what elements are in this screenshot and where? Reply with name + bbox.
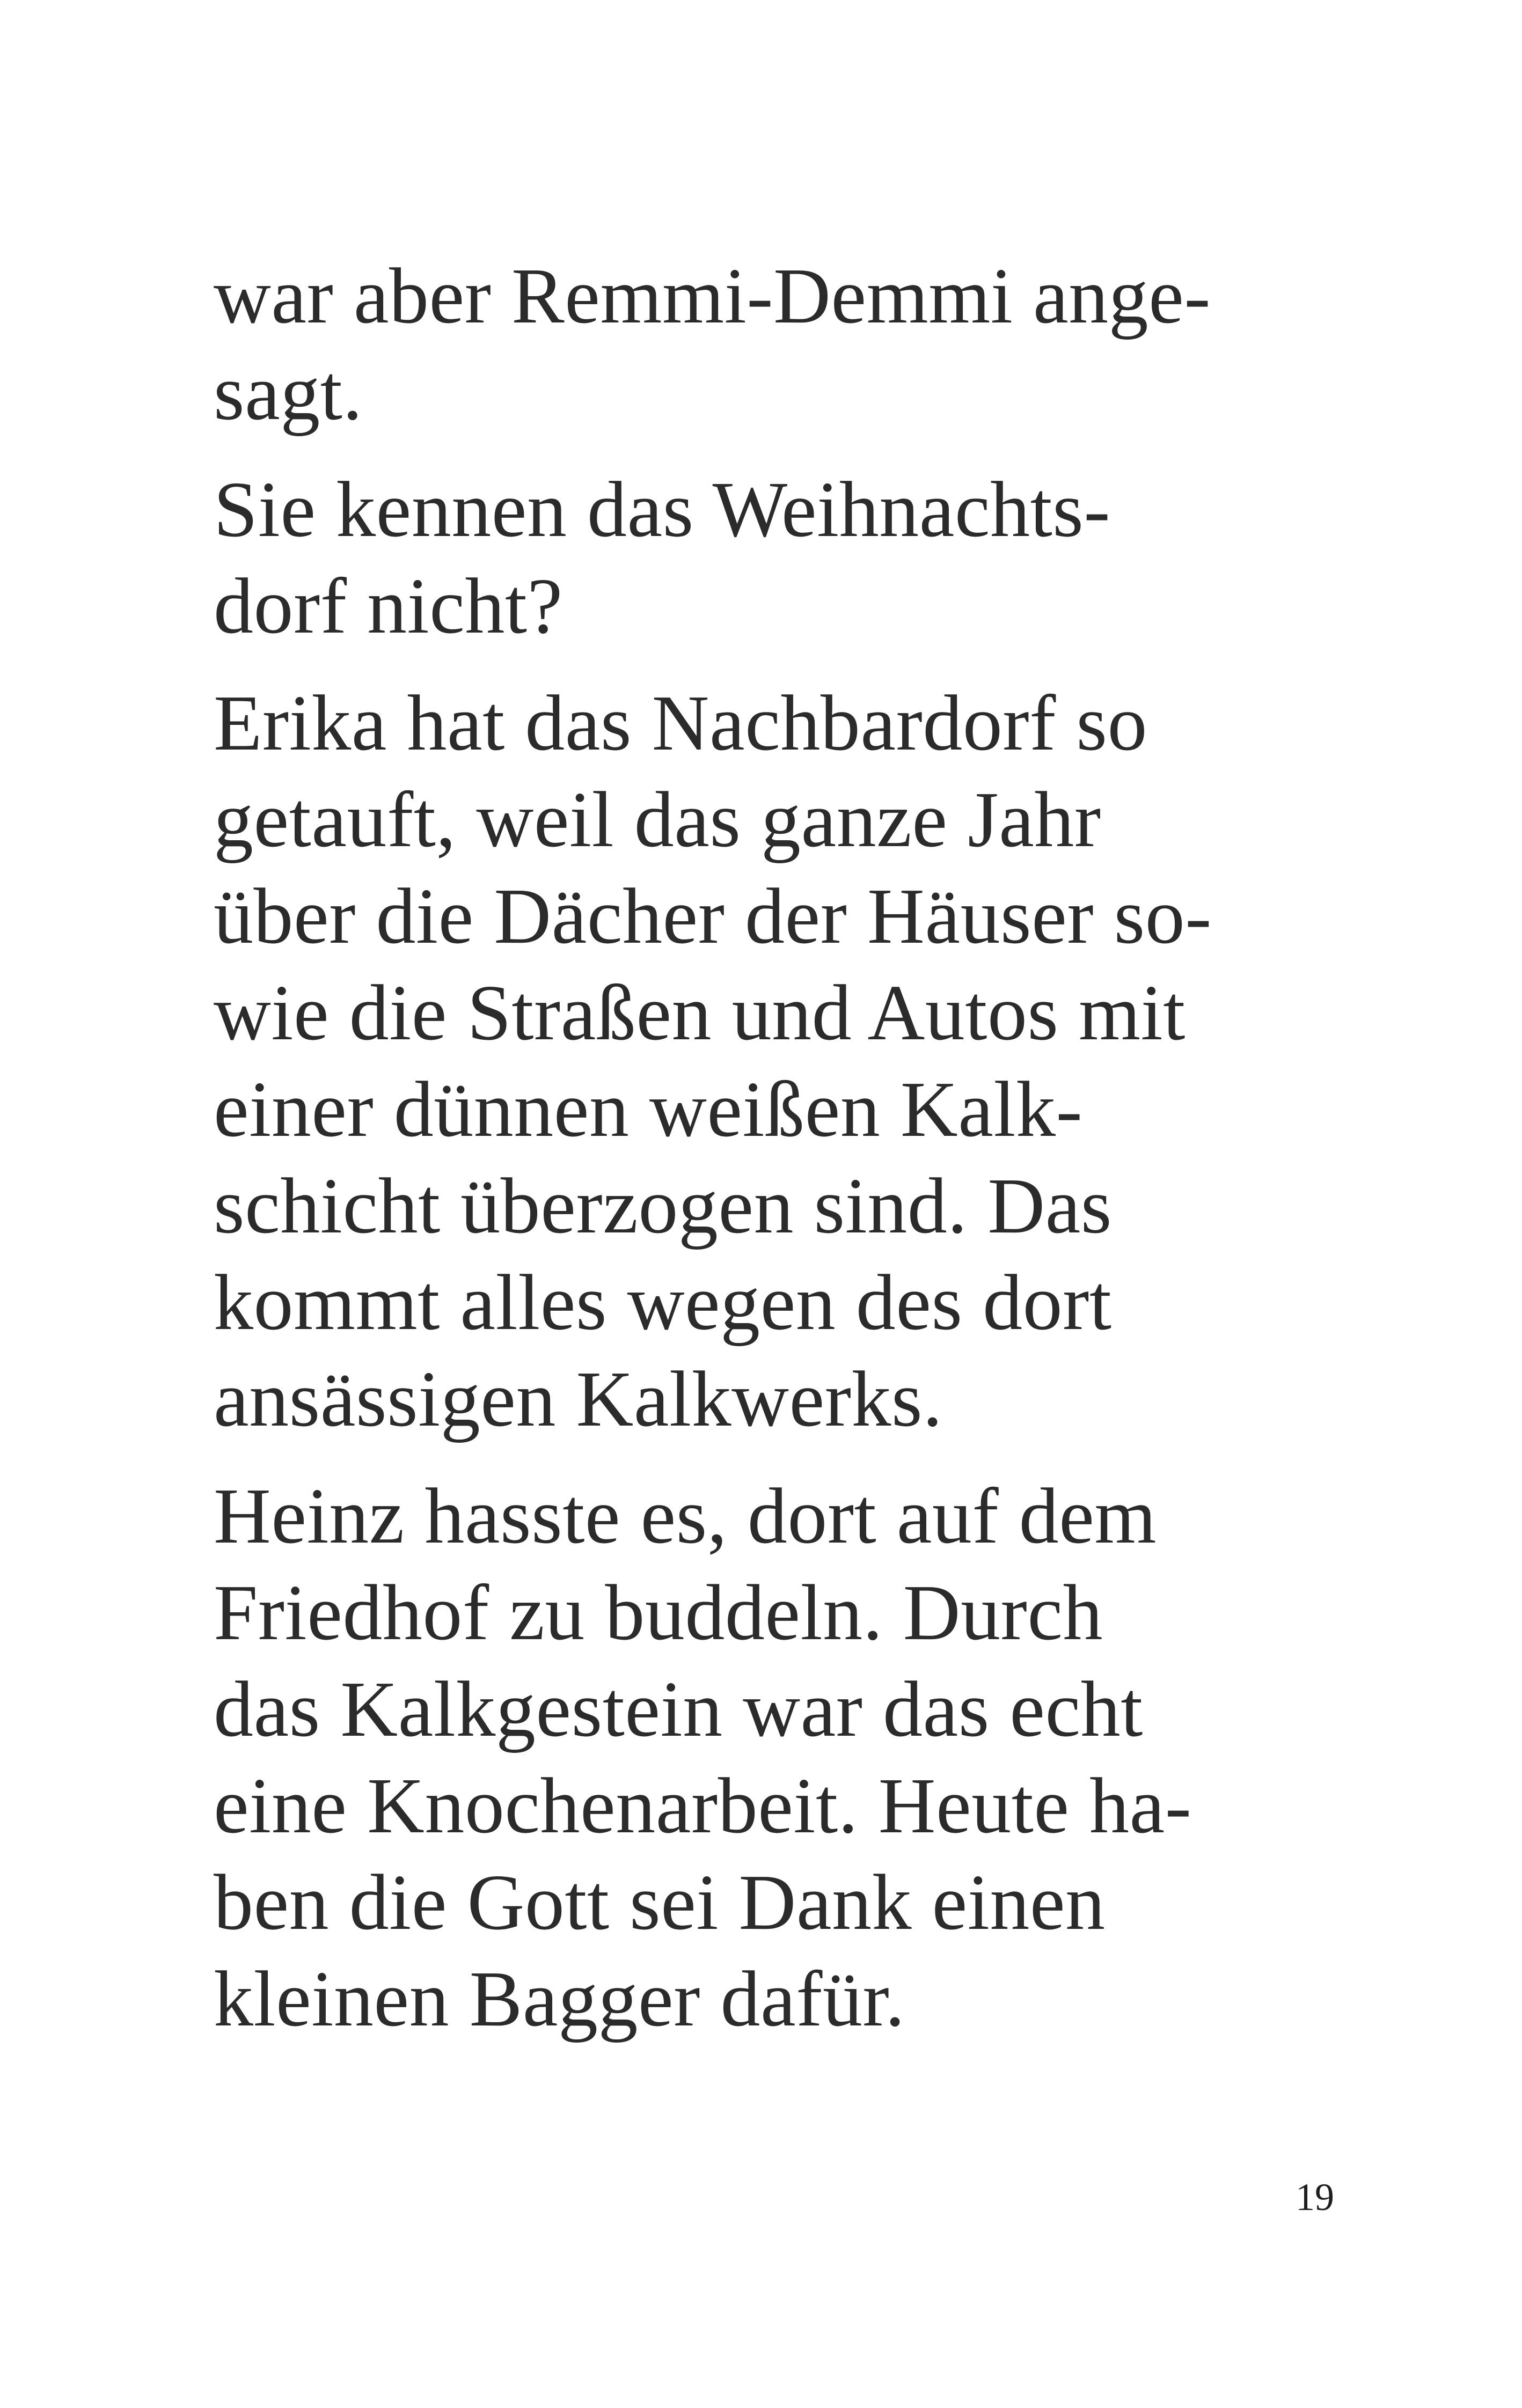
text-line: kommt alles wegen des dort [214,1259,1112,1347]
text-line: schicht überzogen sind. Das [214,1162,1112,1250]
text-line: getauft, weil das ganze Jahr [214,776,1101,864]
text-line: war aber Remmi-Demmi ange- [214,252,1211,340]
text-line: ben die Gott sei Dank einen [214,1859,1106,1947]
paragraph-3 [214,675,1341,1448]
body-text [214,248,1341,2068]
text-line: Sie kennen das Weihnachts- [214,466,1111,554]
page-number: 19 [1296,2176,1334,2219]
text-line: wie die Straßen und Autos mit [214,969,1186,1057]
text-line: dorf nicht? [214,562,563,650]
text-line: über die Dächer der Häuser so- [214,872,1212,960]
text-line: sagt. [214,349,363,437]
text-line: einer dünnen weißen Kalk- [214,1066,1083,1154]
text-line: Heinz hasste es, dort auf dem [214,1472,1157,1560]
text-line: Friedhof zu buddeln. Durch [214,1569,1103,1657]
text-line: kleinen Bagger dafür. [214,1955,905,2043]
text-line: das Kalkgestein war das echt [214,1665,1143,1753]
text-line: eine Knochenarbeit. Heute ha- [214,1762,1192,1850]
text-line: Erika hat das Nachbardorf so [214,679,1147,767]
paragraph-4 [214,1468,1341,2047]
paragraph-1 [214,248,1341,441]
paragraph-2 [214,461,1341,655]
text-line: ansässigen Kalkwerks. [214,1355,943,1443]
